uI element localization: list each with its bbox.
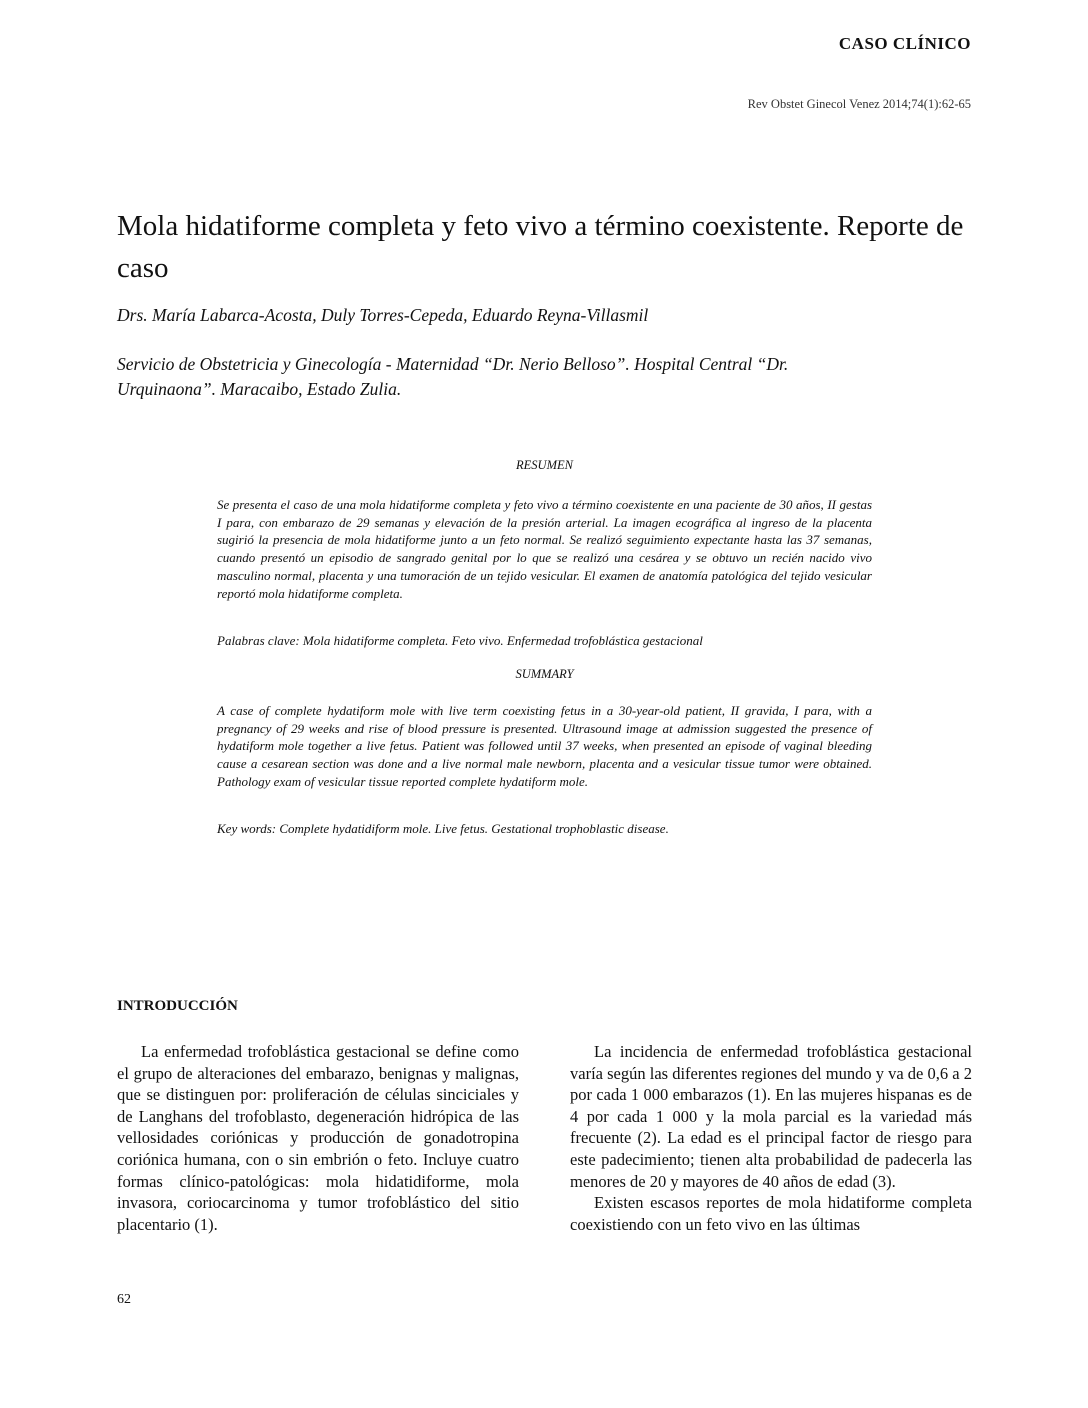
page-number: 62 — [117, 1292, 131, 1307]
article-authors: Drs. María Labarca-Acosta, Duly Torres-Cepeda, Eduardo Reyna-Villasmil — [117, 305, 649, 325]
introduction-heading: INTRODUCCIÓN — [117, 998, 238, 1014]
keywords-es: Palabras clave: Mola hidatiforme completa. Feto vivo. Enfermedad trofoblástica gestacional — [217, 633, 703, 648]
resumen-heading: RESUMEN — [516, 458, 573, 472]
intro-paragraph-3: Existen escasos reportes de mola hidatiforme completa coexistiendo con un feto vivo en las últimas — [570, 1193, 972, 1234]
resumen-text: Se presenta el caso de una mola hidatiforme completa y feto vivo a término coexistente en una paciente de 30 años, II gestas I para, con embarazo de 29 semanas y elevación de la presión arterial. La imagen ecográfica al ingreso de la placenta sugirió la presencia de mola hidatiforme junto a un feto normal. Se realizó seguimiento expectante hasta las 37 semanas, cuando presentó un episodio de sangrado genital por lo que se realizó una cesárea y se obtuvo un recién nacido vivo masculino normal, placenta y una tumoración de un tejido vesicular. El examen de anatomía patológica del tejido vesicular reportó mola hidatiforme completa. — [217, 497, 872, 601]
body-column-left — [117, 1041, 519, 1235]
intro-paragraph-1: La enfermedad trofoblástica gestacional se define como el grupo de alteraciones del embarazo, benignas y malignas, que se distinguen por: proliferación de células sinciciales y de Langhans del trofoblasto, degeneración hidrópica de las vellosidades coriónicas y producción de gonadotropina coriónica humana, con o sin embrión o feto. Incluye cuatro formas clínico-patológicas: mola hidatidiforme, mola invasora, coriocarcinoma y tumor trofoblástico del sitio placentario (1). — [117, 1042, 519, 1234]
keywords-en: Key words: Complete hydatidiform mole. Live fetus. Gestational trophoblastic disease. — [217, 821, 669, 836]
summary-text: A case of complete hydatiform mole with live term coexisting fetus in a 30-year-old patient, II gravida, I para, with a pregnancy of 29 weeks and rise of blood pressure is presented. Ultrasound image at admission suggested the presence of hydatiform mole together a live fetus. Patient was followed until 37 weeks, when presented an episode of vaginal bleeding cause a cesarean section was done and a live normal male newborn, placenta and a vesicular tissue tumor were obtained. Pathology exam of vesicular tissue reported complete hydatiform mole. — [217, 703, 872, 789]
section-label: CASO CLÍNICO — [838, 34, 971, 53]
article-affiliation: Servicio de Obstetricia y Ginecología - Maternidad “Dr. Nerio Belloso”. Hospital Central “Dr. Urquinaona”. Maracaibo, Estado Zulia. — [117, 354, 789, 399]
body-column-right — [570, 1041, 972, 1235]
article-title: Mola hidatiforme completa y feto vivo a término coexistente. Reporte de caso — [117, 210, 964, 284]
intro-paragraph-2: La incidencia de enfermedad trofoblástica gestacional varía según las diferentes regiones del mundo y va de 0,6 a 2 por cada 1 000 embarazos (1). En las mujeres hispanas es de 4 por cada 1 000 y la mola parcial es la variedad más frecuente (2). La edad es el principal factor de riesgo para este padecimiento; tienen alta probabilidad de padecerla las menores de 20 y mayores de 40 años de edad (3). — [570, 1042, 972, 1191]
summary-heading: SUMMARY — [515, 667, 574, 681]
journal-citation: Rev Obstet Ginecol Venez 2014;74(1):62-65 — [747, 97, 971, 111]
